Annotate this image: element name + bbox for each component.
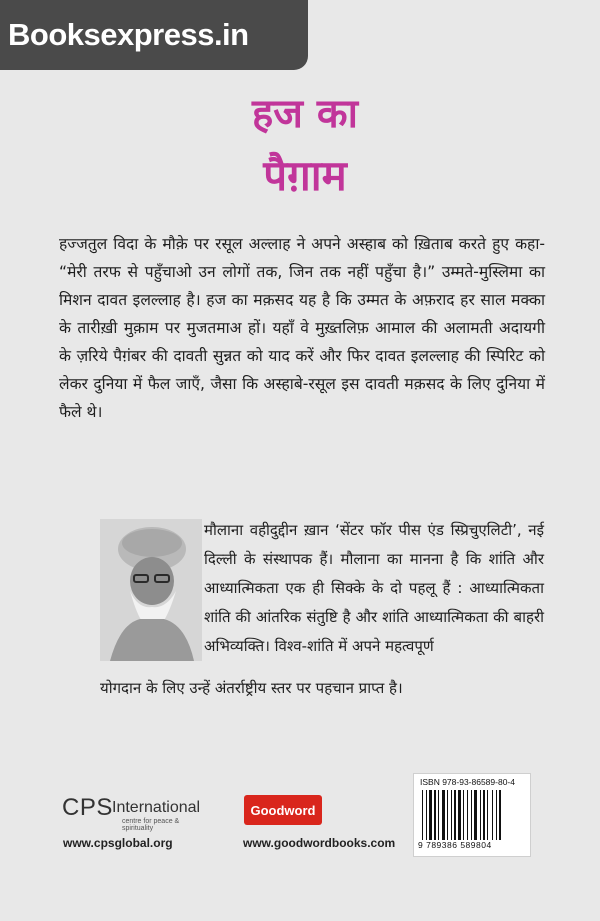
cps-logo-mark: CPS: [62, 794, 113, 821]
book-description: हज्जतुल विदा के मौक़े पर रसूल अल्लाह ने अपने अस्हाब को ख़िताब करते हुए कहा- “मेरी तरफ से पहुँचाओ उन लोगों तक, जिन तक नहीं पहुँचा है।” उम्मते-मुस्लिमा का मिशन दावत इलल्लाह है। हज का मक़सद यह है कि उम्मत के अफ़राद हर साल मक्का के तारीख़ी मुक़ाम पर मुजतमाअ हों। यहाँ वे मुख़्तलिफ़ आमाल की अलामती अदायगी के ज़रिये पैग़ंबर की दावती सुन्नत को याद करें और फिर दावत इलल्लाह की स्पिरिट को लेकर दुनिया में फैल जाएँ, जैसा कि अस्हाबे-रसूल इस दावती मक़सद के लिए दुनिया में फैले थे।: [59, 235, 545, 421]
barcode-bar: [480, 790, 481, 840]
site-watermark-badge[interactable]: [0, 0, 308, 70]
barcode-bar: [426, 790, 427, 840]
barcode-bar: [496, 790, 497, 840]
barcode-bar: [454, 790, 456, 840]
barcode-bar: [451, 790, 452, 840]
author-portrait-illustration: [100, 519, 202, 661]
barcode-bar: [492, 790, 493, 840]
goodword-logo-text: Goodword: [250, 802, 316, 818]
barcode-bar: [438, 790, 439, 840]
book-title-line-1: हज का: [252, 91, 358, 137]
barcode-bar: [447, 790, 448, 840]
book-title-line-2: पैग़ाम: [263, 151, 347, 200]
barcode-bar: [434, 790, 436, 840]
barcode-bar: [487, 790, 488, 840]
barcode-bar: [474, 790, 477, 840]
barcode-bar: [458, 790, 461, 840]
cps-website-link[interactable]: www.cpsglobal.org: [63, 836, 173, 850]
barcode-bar: [463, 790, 464, 840]
isbn-digits: 9 789386 589804: [418, 840, 492, 850]
barcode-bar: [429, 790, 432, 840]
author-photo: [100, 519, 202, 661]
barcode-bar: [422, 790, 423, 840]
barcode-bar: [483, 790, 485, 840]
cps-logo-international: International: [112, 799, 201, 816]
barcode-icon: [422, 790, 522, 840]
isbn-label: ISBN 978-93-86589-80-4: [420, 777, 515, 787]
barcode-bar: [442, 790, 445, 840]
goodword-website-link[interactable]: www.goodwordbooks.com: [243, 836, 396, 850]
author-bio: मौलाना वहीदुद्दीन ख़ान ‘सेंटर फॉर पीस एंड स्प्रिचुएलिटी’, नई दिल्ली के संस्थापक हैं। मौलाना का मानना है कि शांति और आध्यात्मिकता एक ही सिक्के के दो पहलू हैं : आध्यात्मिकता शांति की आंतरिक संतुष्टि है और शांति आध्यात्मिकता की बाहरी अभिव्यक्ति। विश्व-शांति में अपने महत्वपूर्ण: [204, 521, 544, 655]
barcode-bar: [499, 790, 501, 840]
cps-international-logo[interactable]: [62, 794, 212, 834]
barcode-bar: [467, 790, 468, 840]
site-name: Booksexpress.in: [8, 17, 249, 52]
goodword-logo[interactable]: [244, 795, 322, 825]
author-bio-continued: योगदान के लिए उन्हें अंतर्राष्ट्रीय स्तर पर पहचान प्राप्त है।: [100, 679, 403, 697]
cps-logo-tagline: centre for peace & spirituality: [122, 818, 180, 832]
isbn-barcode-box: [413, 773, 531, 857]
barcode-bar: [471, 790, 472, 840]
